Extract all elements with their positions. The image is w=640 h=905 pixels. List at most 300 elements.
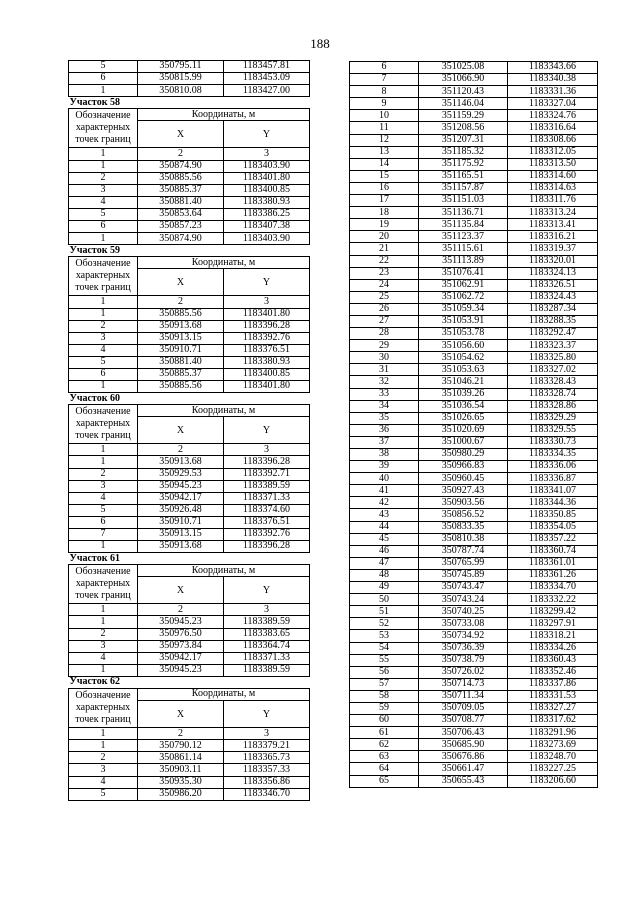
x-coordinate-cell: 350926.48	[138, 504, 224, 516]
x-coordinate-cell: 350743.24	[419, 594, 508, 606]
table-row	[350, 207, 598, 219]
table-row	[350, 618, 598, 630]
point-number-cell: 3	[69, 640, 138, 652]
table-row	[69, 221, 310, 233]
designation-header-line: точек границ	[75, 714, 131, 726]
x-coordinate-cell: 350856.52	[419, 509, 508, 521]
x-coordinate-cell: 350833.35	[419, 521, 508, 533]
table-row	[350, 569, 598, 581]
column-number-cell: 2	[138, 604, 224, 616]
x-coordinate-cell: 350881.40	[138, 196, 224, 208]
point-number-cell: 1	[69, 456, 138, 468]
point-number-cell: 5	[69, 356, 138, 368]
y-coordinate-cell: 1183453.09	[224, 73, 310, 85]
table-row	[350, 461, 598, 473]
column-number-row	[69, 148, 310, 160]
point-number-cell: 2	[69, 628, 138, 640]
point-number-cell: 25	[350, 291, 419, 303]
section-title: Участок 61	[69, 553, 310, 565]
table-row	[350, 243, 598, 255]
table-row	[350, 678, 598, 690]
section-title-row	[69, 676, 310, 688]
point-number-cell: 58	[350, 690, 419, 702]
y-coordinate-cell: 1183311.76	[508, 195, 598, 207]
x-coordinate-cell: 350960.45	[419, 473, 508, 485]
y-coordinate-cell: 1183331.53	[508, 690, 598, 702]
y-coordinate-cell: 1183287.34	[508, 303, 598, 315]
y-coordinate-cell: 1183248.70	[508, 751, 598, 763]
y-coordinate-cell: 1183336.06	[508, 461, 598, 473]
x-coordinate-cell: 351115.61	[419, 243, 508, 255]
x-coordinate-cell: 350708.77	[419, 715, 508, 727]
point-number-cell: 60	[350, 715, 419, 727]
point-number-cell: 4	[69, 344, 138, 356]
point-number-cell: 55	[350, 654, 419, 666]
column-number-cell: 3	[224, 444, 310, 456]
x-coordinate-cell: 350874.90	[138, 233, 224, 245]
table-row	[350, 340, 598, 352]
point-number-cell: 42	[350, 497, 419, 509]
designation-header-line: точек границ	[75, 282, 131, 294]
table-row	[69, 356, 310, 368]
y-coordinate-cell: 1183352.46	[508, 666, 598, 678]
point-number-cell: 27	[350, 315, 419, 327]
table-row	[350, 606, 598, 618]
y-coordinate-cell: 1183327.02	[508, 364, 598, 376]
table-row	[69, 504, 310, 516]
table-row	[69, 208, 310, 220]
coordinates-header: Координаты, м	[138, 565, 310, 577]
point-number-cell: 2	[69, 468, 138, 480]
y-coordinate-cell: 1183308.66	[508, 134, 598, 146]
y-coordinate-cell: 1183334.70	[508, 582, 598, 594]
point-number-cell: 53	[350, 630, 419, 642]
x-coordinate-cell: 350913.68	[138, 320, 224, 332]
point-number-cell: 1	[69, 541, 138, 553]
y-coordinate-cell: 1183314.60	[508, 170, 598, 182]
y-coordinate-cell: 1183427.00	[224, 85, 310, 97]
y-coordinate-cell: 1183331.36	[508, 86, 598, 98]
x-coordinate-cell: 351056.60	[419, 340, 508, 352]
y-coordinate-cell: 1183319.37	[508, 243, 598, 255]
table-row	[350, 122, 598, 134]
point-number-cell: 11	[350, 122, 419, 134]
point-number-cell: 1	[69, 616, 138, 628]
table-row	[69, 368, 310, 380]
point-number-cell: 61	[350, 727, 419, 739]
point-number-cell: 1	[69, 85, 138, 97]
designation-header-line: Обозначение	[75, 110, 131, 122]
point-number-cell: 6	[350, 62, 419, 74]
table-row	[350, 267, 598, 279]
column-number-cell: 3	[224, 604, 310, 616]
x-coordinate-cell: 350726.02	[419, 666, 508, 678]
table-row	[350, 473, 598, 485]
table-row	[350, 497, 598, 509]
y-coordinate-cell: 1183401.80	[224, 308, 310, 320]
y-coordinate-cell: 1183350.85	[508, 509, 598, 521]
table-row	[350, 219, 598, 231]
column-number-row	[69, 728, 310, 740]
point-number-cell: 29	[350, 340, 419, 352]
x-coordinate-cell: 350903.11	[138, 764, 224, 776]
table-row	[350, 715, 598, 727]
y-coordinate-cell: 1183316.21	[508, 231, 598, 243]
point-number-cell: 1	[69, 740, 138, 752]
point-number-cell: 1	[69, 381, 138, 393]
designation-header-line: характерных	[75, 418, 131, 430]
point-number-cell: 52	[350, 618, 419, 630]
column-number-cell: 1	[69, 444, 138, 456]
coordinates-header: Координаты, м	[138, 405, 310, 417]
table-row	[350, 727, 598, 739]
x-coordinate-cell: 350740.25	[419, 606, 508, 618]
designation-header	[69, 689, 138, 728]
x-coordinate-cell: 351025.08	[419, 62, 508, 74]
section-title-row	[69, 97, 310, 109]
point-number-cell: 31	[350, 364, 419, 376]
x-coordinate-cell: 351020.69	[419, 424, 508, 436]
x-coordinate-cell: 351165.51	[419, 170, 508, 182]
y-coordinate-cell: 1183403.90	[224, 233, 310, 245]
column-number-row	[69, 296, 310, 308]
table-row	[69, 184, 310, 196]
point-number-cell: 18	[350, 207, 419, 219]
designation-header-line: точек границ	[75, 134, 131, 146]
table-row	[350, 376, 598, 388]
point-number-cell: 34	[350, 400, 419, 412]
x-coordinate-cell: 350881.40	[138, 356, 224, 368]
y-coordinate-cell: 1183297.91	[508, 618, 598, 630]
y-coordinate-cell: 1183313.50	[508, 158, 598, 170]
y-coordinate-cell: 1183403.90	[224, 160, 310, 172]
right-coordinates-table	[349, 61, 598, 788]
point-number-cell: 63	[350, 751, 419, 763]
y-coordinate-cell: 1183314.63	[508, 182, 598, 194]
y-coordinate-cell: 1183323.37	[508, 340, 598, 352]
x-coordinate-cell: 350810.38	[419, 533, 508, 545]
table-row	[69, 233, 310, 245]
x-coordinate-cell: 351036.54	[419, 400, 508, 412]
point-number-cell: 1	[69, 233, 138, 245]
x-coordinate-cell: 351157.87	[419, 182, 508, 194]
table-row	[69, 740, 310, 752]
y-coordinate-cell: 1183299.42	[508, 606, 598, 618]
table-row	[350, 62, 598, 74]
table-row	[350, 557, 598, 569]
table-row	[69, 541, 310, 553]
x-coordinate-cell: 350736.39	[419, 642, 508, 654]
x-coordinate-cell: 350945.23	[138, 616, 224, 628]
coordinates-header: Координаты, м	[138, 109, 310, 121]
table-row	[350, 328, 598, 340]
x-coordinate-cell: 350945.23	[138, 664, 224, 676]
y-coordinate-cell: 1183457.81	[224, 61, 310, 73]
x-coordinate-cell: 350976.50	[138, 628, 224, 640]
y-coordinate-cell: 1183328.43	[508, 376, 598, 388]
point-number-cell: 7	[69, 529, 138, 541]
designation-header-line: Обозначение	[75, 566, 131, 578]
x-coordinate-cell: 350853.64	[138, 208, 224, 220]
table-row	[69, 456, 310, 468]
x-coordinate-cell: 350787.74	[419, 545, 508, 557]
coordinates-header: Координаты, м	[138, 689, 310, 701]
table-row	[69, 788, 310, 800]
y-coordinate-cell: 1183324.76	[508, 110, 598, 122]
point-number-cell: 6	[69, 221, 138, 233]
table-row	[69, 73, 310, 85]
section-title-row	[69, 553, 310, 565]
y-coordinate-cell: 1183320.01	[508, 255, 598, 267]
y-coordinate-cell: 1183401.80	[224, 172, 310, 184]
y-coordinate-cell: 1183371.33	[224, 492, 310, 504]
x-coordinate-cell: 350973.84	[138, 640, 224, 652]
point-number-cell: 51	[350, 606, 419, 618]
table-row	[69, 776, 310, 788]
header-row	[69, 689, 310, 701]
column-number-cell: 1	[69, 604, 138, 616]
point-number-cell: 3	[69, 332, 138, 344]
x-coordinate-cell: 351053.91	[419, 315, 508, 327]
y-coordinate-cell: 1183361.01	[508, 557, 598, 569]
y-coordinate-cell: 1183357.33	[224, 764, 310, 776]
point-number-cell: 50	[350, 594, 419, 606]
y-coordinate-cell: 1183337.86	[508, 678, 598, 690]
x-coordinate-cell: 351146.04	[419, 98, 508, 110]
point-number-cell: 45	[350, 533, 419, 545]
point-number-cell: 2	[69, 752, 138, 764]
table-row	[350, 763, 598, 775]
table-row	[350, 291, 598, 303]
table-row	[350, 158, 598, 170]
y-coordinate-cell: 1183407.38	[224, 221, 310, 233]
y-coordinate-cell: 1183328.86	[508, 400, 598, 412]
point-number-cell: 36	[350, 424, 419, 436]
x-coordinate-cell: 350795.11	[138, 61, 224, 73]
y-header: Y	[224, 417, 310, 444]
point-number-cell: 62	[350, 739, 419, 751]
table-row	[350, 739, 598, 751]
y-coordinate-cell: 1183316.64	[508, 122, 598, 134]
x-coordinate-cell: 350857.23	[138, 221, 224, 233]
point-number-cell: 23	[350, 267, 419, 279]
section-title-row	[69, 393, 310, 405]
y-coordinate-cell: 1183334.35	[508, 449, 598, 461]
table-row	[69, 160, 310, 172]
point-number-cell: 44	[350, 521, 419, 533]
x-coordinate-cell: 350733.08	[419, 618, 508, 630]
x-coordinate-cell: 351059.34	[419, 303, 508, 315]
y-coordinate-cell: 1183354.05	[508, 521, 598, 533]
point-number-cell: 65	[350, 775, 419, 787]
y-coordinate-cell: 1183392.76	[224, 332, 310, 344]
point-number-cell: 4	[69, 196, 138, 208]
table-row	[69, 752, 310, 764]
y-coordinate-cell: 1183227.25	[508, 763, 598, 775]
x-coordinate-cell: 351207.31	[419, 134, 508, 146]
point-number-cell: 56	[350, 666, 419, 678]
point-number-cell: 24	[350, 279, 419, 291]
x-coordinate-cell: 351054.62	[419, 352, 508, 364]
y-coordinate-cell: 1183329.29	[508, 412, 598, 424]
x-coordinate-cell: 350734.92	[419, 630, 508, 642]
section-title: Участок 59	[69, 245, 310, 257]
y-coordinate-cell: 1183327.27	[508, 702, 598, 714]
section-title-row	[69, 245, 310, 257]
table-row	[350, 352, 598, 364]
column-number-cell: 2	[138, 728, 224, 740]
x-coordinate-cell: 350942.17	[138, 492, 224, 504]
x-coordinate-cell: 350913.68	[138, 541, 224, 553]
x-header: X	[138, 577, 224, 604]
y-coordinate-cell: 1183292.47	[508, 328, 598, 340]
table-row	[350, 231, 598, 243]
y-coordinate-cell: 1183273.69	[508, 739, 598, 751]
y-coordinate-cell: 1183318.21	[508, 630, 598, 642]
designation-header	[69, 257, 138, 296]
x-coordinate-cell: 351208.56	[419, 122, 508, 134]
y-coordinate-cell: 1183206.60	[508, 775, 598, 787]
x-coordinate-cell: 351175.92	[419, 158, 508, 170]
point-number-cell: 30	[350, 352, 419, 364]
point-number-cell: 19	[350, 219, 419, 231]
table-row	[69, 172, 310, 184]
point-number-cell: 4	[69, 492, 138, 504]
x-coordinate-cell: 350913.15	[138, 529, 224, 541]
x-coordinate-cell: 351123.37	[419, 231, 508, 243]
point-number-cell: 48	[350, 569, 419, 581]
table-row	[350, 110, 598, 122]
x-coordinate-cell: 350945.23	[138, 480, 224, 492]
x-header: X	[138, 121, 224, 148]
x-coordinate-cell: 350913.15	[138, 332, 224, 344]
point-number-cell: 8	[350, 86, 419, 98]
x-coordinate-cell: 350885.37	[138, 368, 224, 380]
table-row	[350, 255, 598, 267]
point-number-cell: 20	[350, 231, 419, 243]
y-coordinate-cell: 1183343.66	[508, 62, 598, 74]
column-number-cell: 2	[138, 148, 224, 160]
y-coordinate-cell: 1183379.21	[224, 740, 310, 752]
table-row	[350, 582, 598, 594]
table-row	[350, 485, 598, 497]
point-number-cell: 28	[350, 328, 419, 340]
y-coordinate-cell: 1183340.38	[508, 74, 598, 86]
x-coordinate-cell: 350661.47	[419, 763, 508, 775]
table-row	[350, 509, 598, 521]
point-number-cell: 39	[350, 461, 419, 473]
point-number-cell: 2	[69, 320, 138, 332]
x-coordinate-cell: 350738.79	[419, 654, 508, 666]
y-coordinate-cell: 1183374.60	[224, 504, 310, 516]
y-coordinate-cell: 1183325.80	[508, 352, 598, 364]
y-coordinate-cell: 1183365.73	[224, 752, 310, 764]
designation-header-line: Обозначение	[75, 406, 131, 418]
y-coordinate-cell: 1183329.55	[508, 424, 598, 436]
point-number-cell: 15	[350, 170, 419, 182]
x-coordinate-cell: 350810.08	[138, 85, 224, 97]
point-number-cell: 16	[350, 182, 419, 194]
x-coordinate-cell: 350885.37	[138, 184, 224, 196]
table-row	[350, 521, 598, 533]
table-row	[69, 381, 310, 393]
x-coordinate-cell: 350913.68	[138, 456, 224, 468]
designation-header-line: точек границ	[75, 590, 131, 602]
point-number-cell: 4	[69, 776, 138, 788]
y-coordinate-cell: 1183380.93	[224, 356, 310, 368]
y-coordinate-cell: 1183361.26	[508, 569, 598, 581]
point-number-cell: 5	[69, 61, 138, 73]
y-coordinate-cell: 1183392.71	[224, 468, 310, 480]
table-row	[350, 690, 598, 702]
x-coordinate-cell: 351066.90	[419, 74, 508, 86]
designation-header	[69, 109, 138, 148]
y-coordinate-cell: 1183334.26	[508, 642, 598, 654]
table-row	[69, 664, 310, 676]
point-number-cell: 1	[69, 160, 138, 172]
y-coordinate-cell: 1183344.36	[508, 497, 598, 509]
y-header: Y	[224, 577, 310, 604]
x-coordinate-cell: 351135.84	[419, 219, 508, 231]
y-coordinate-cell: 1183360.74	[508, 545, 598, 557]
x-coordinate-cell: 350986.20	[138, 788, 224, 800]
designation-header-line: характерных	[75, 122, 131, 134]
x-coordinate-cell: 350676.86	[419, 751, 508, 763]
point-number-cell: 33	[350, 388, 419, 400]
x-coordinate-cell: 350885.56	[138, 381, 224, 393]
point-number-cell: 22	[350, 255, 419, 267]
point-number-cell: 1	[69, 308, 138, 320]
table-row	[69, 85, 310, 97]
point-number-cell: 5	[69, 208, 138, 220]
x-coordinate-cell: 350714.73	[419, 678, 508, 690]
x-coordinate-cell: 350903.56	[419, 497, 508, 509]
column-number-cell: 3	[224, 296, 310, 308]
x-coordinate-cell: 351062.72	[419, 291, 508, 303]
point-number-cell: 1	[69, 664, 138, 676]
point-number-cell: 49	[350, 582, 419, 594]
column-number-cell: 1	[69, 148, 138, 160]
table-row	[69, 652, 310, 664]
point-number-cell: 2	[69, 172, 138, 184]
y-coordinate-cell: 1183328.74	[508, 388, 598, 400]
x-coordinate-cell: 350709.05	[419, 702, 508, 714]
point-number-cell: 32	[350, 376, 419, 388]
point-number-cell: 3	[69, 480, 138, 492]
point-number-cell: 4	[69, 652, 138, 664]
y-coordinate-cell: 1183386.25	[224, 208, 310, 220]
section-title: Участок 62	[69, 676, 310, 688]
table-row	[350, 388, 598, 400]
table-row	[350, 775, 598, 787]
column-number-cell: 3	[224, 728, 310, 740]
table-row	[69, 628, 310, 640]
table-row	[69, 616, 310, 628]
point-number-cell: 10	[350, 110, 419, 122]
y-coordinate-cell: 1183389.59	[224, 616, 310, 628]
table-row	[350, 666, 598, 678]
column-number-row	[69, 444, 310, 456]
x-coordinate-cell: 351185.32	[419, 146, 508, 158]
table-row	[350, 654, 598, 666]
y-coordinate-cell: 1183380.93	[224, 196, 310, 208]
x-coordinate-cell: 350706.43	[419, 727, 508, 739]
table-row	[350, 364, 598, 376]
x-coordinate-cell: 350765.99	[419, 557, 508, 569]
designation-header	[69, 565, 138, 604]
column-number-row	[69, 604, 310, 616]
x-coordinate-cell: 351151.03	[419, 195, 508, 207]
